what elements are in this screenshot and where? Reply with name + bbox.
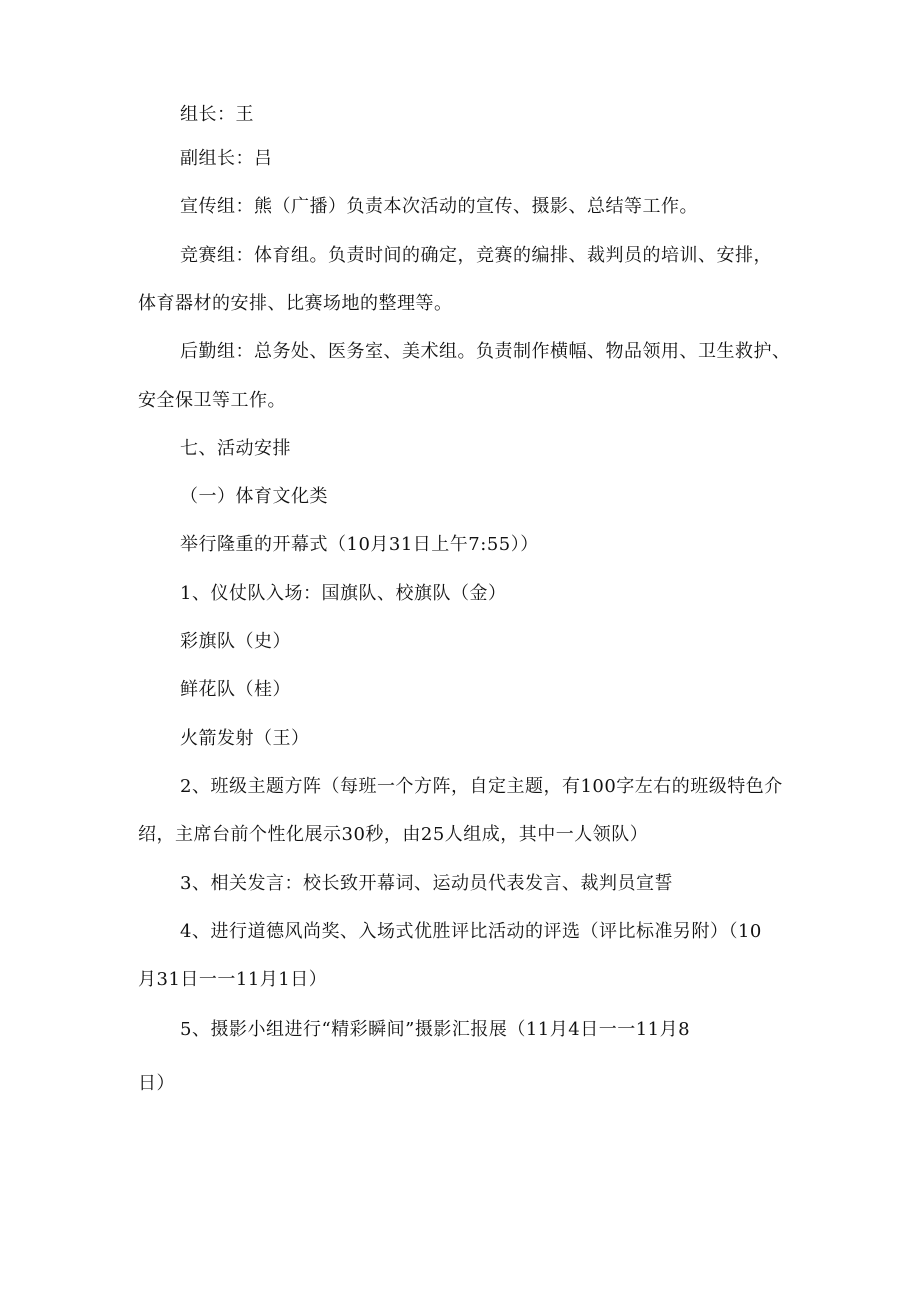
subsection-heading-sports: （一）体育文化类 (180, 486, 328, 507)
item-4-line-cont: 月31日一一11月1日） (138, 969, 328, 990)
item-4-line: 4、进行道德风尚奖、入场式优胜评比活动的评选（评比标准另附）（10 (180, 921, 762, 942)
item-3-line: 3、相关发言：校长致开幕词、运动员代表发言、裁判员宣誓 (180, 873, 673, 894)
item-1-line: 1、仪仗队入场：国旗队、校旗队（金） (180, 583, 507, 604)
item-2-line: 2、班级主题方阵（每班一个方阵，自定主题，有100字左右的班级特色介 (180, 776, 783, 797)
rocket-launch-line: 火箭发射（王） (180, 728, 310, 749)
item-2-line-cont: 绍，主席台前个性化展示30秒，由25人组成，其中一人领队） (138, 824, 649, 845)
opening-ceremony-line: 举行隆重的开幕式（10月31日上午7:55）） (180, 534, 539, 555)
competition-group-line-cont: 体育器材的安排、比赛场地的整理等。 (138, 293, 453, 314)
item-5-line-cont: 日） (138, 1073, 175, 1094)
section-heading-activity: 七、活动安排 (180, 438, 291, 459)
logistics-group-line: 后勤组：总务处、医务室、美术组。负责制作横幅、物品领用、卫生救护、 (180, 341, 791, 362)
competition-group-line: 竞赛组：体育组。负责时间的确定，竞赛的编排、裁判员的培训、安排， (180, 245, 772, 266)
deputy-leader-line: 副组长：吕 (180, 148, 273, 169)
item-5-line: 5、摄影小组进行“精彩瞬间”摄影汇报展（11月4日一一11月8 (180, 1019, 691, 1040)
flag-team-line: 彩旗队（史） (180, 631, 291, 652)
publicity-group-line: 宣传组：熊（广播）负责本次活动的宣传、摄影、总结等工作。 (180, 196, 698, 217)
leader-line: 组长：王 (180, 104, 254, 125)
flower-team-line: 鲜花队（桂） (180, 679, 291, 700)
logistics-group-line-cont: 安全保卫等工作。 (138, 390, 286, 411)
